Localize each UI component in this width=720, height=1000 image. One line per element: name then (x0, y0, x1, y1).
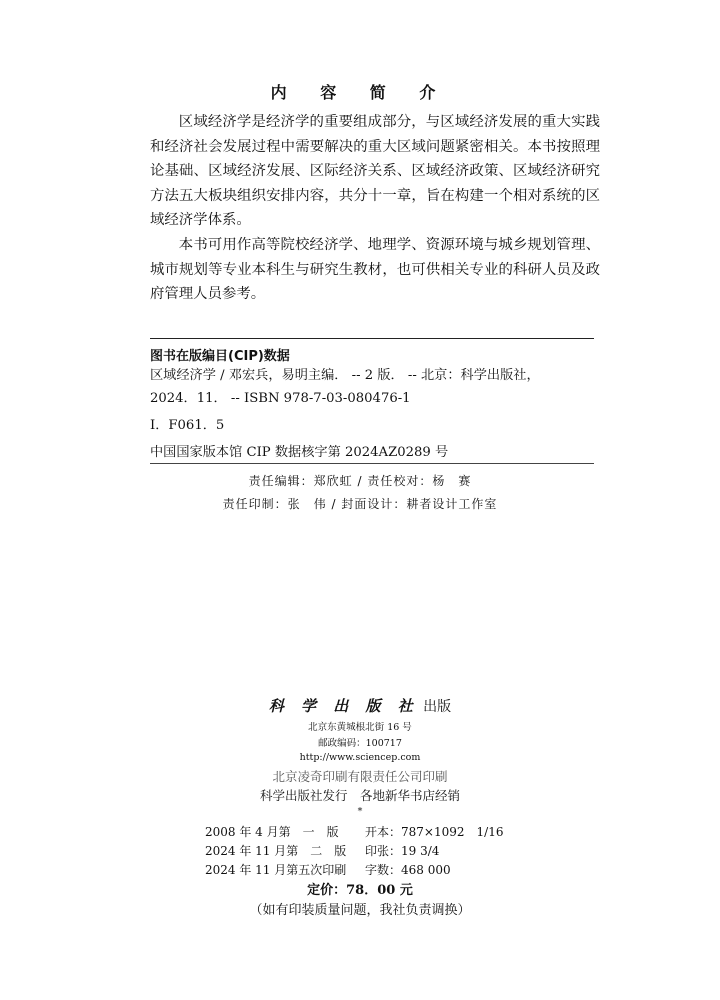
intro-title: 内 容 简 介 (270, 83, 450, 102)
edition-spec-label: 印张： (365, 844, 402, 858)
cip-bottom-rule (150, 463, 594, 464)
edition-spec-value: 19 3/4 (401, 844, 440, 858)
edition-date: 2024 年 11 月第五次印刷 (205, 863, 347, 877)
separator-star: * (357, 806, 363, 817)
distribution: 科学出版社发行 各地新华书店经销 (259, 788, 460, 803)
edition-spec-value: 787×1092 1/16 (401, 825, 504, 839)
edition-row (205, 823, 503, 840)
publisher-logo: 科 学 出 版 社 (268, 697, 419, 715)
quality-notice: （如有印装质量问题，我社负责调换） (249, 903, 471, 918)
cip-verification: 中国国家版本馆 CIP 数据核字第 2024AZ0289 号 (150, 445, 449, 460)
publisher-address: 北京东黄城根北街 16 号 (308, 722, 412, 733)
credits-production: 责任印制：张 伟 / 封面设计：耕者设计工作室 (222, 497, 498, 511)
publisher-suffix: 出版 (423, 699, 452, 715)
price: 定价：78．00 元 (307, 883, 413, 898)
edition-row (205, 861, 451, 878)
edition-spec-label: 开本： (365, 825, 402, 839)
edition-spec-value: 468 000 (401, 863, 451, 877)
cip-heading: 图书在版编目(CIP)数据 (150, 349, 290, 364)
edition-date: 2024 年 11 月第 二 版 (205, 844, 347, 858)
publisher-website: http://www.sciencep.com (299, 752, 421, 763)
cip-top-rule (150, 338, 594, 339)
credits-editors: 责任编辑：郑欣虹 / 责任校对：杨 赛 (248, 474, 472, 488)
intro-summary (150, 110, 600, 307)
edition-spec-label: 字数： (365, 863, 402, 877)
edition-date: 2008 年 4 月第 一 版 (205, 825, 339, 839)
publisher-postcode: 邮政编码：100717 (318, 738, 402, 749)
edition-row (205, 842, 439, 859)
cip-isbn-line: 2024．11． -- ISBN 978-7-03-080476-1 (150, 391, 411, 406)
intro-paragraph: 本书可用作高等院校经济学、地理学、资源环境与城乡规划管理、城市规划等专业本科生与研究生教材，也可供相关专业的科研人员及政府管理人员参考。 (150, 236, 600, 303)
intro-paragraph: 区域经济学是经济学的重要组成部分，与区域经济发展的重大实践和经济社会发展过程中需要解决的重大区域问题紧密相关。本书按照理论基础、区域经济发展、区际经济关系、区域经济政策、区域经济研究方法五大板块组织安排内容，共分十一章，旨在构建一个相对系统的区域经济学体系。 (150, 114, 600, 229)
printer: 北京凌奇印刷有限责任公司印刷 (272, 769, 448, 784)
publisher-name (0, 695, 720, 716)
cip-bibliographic-line: 区域经济学 / 邓宏兵，易明主编． -- 2 版． -- 北京：科学出版社， (150, 368, 540, 383)
cip-classification: Ⅰ．F061．5 (150, 418, 225, 433)
